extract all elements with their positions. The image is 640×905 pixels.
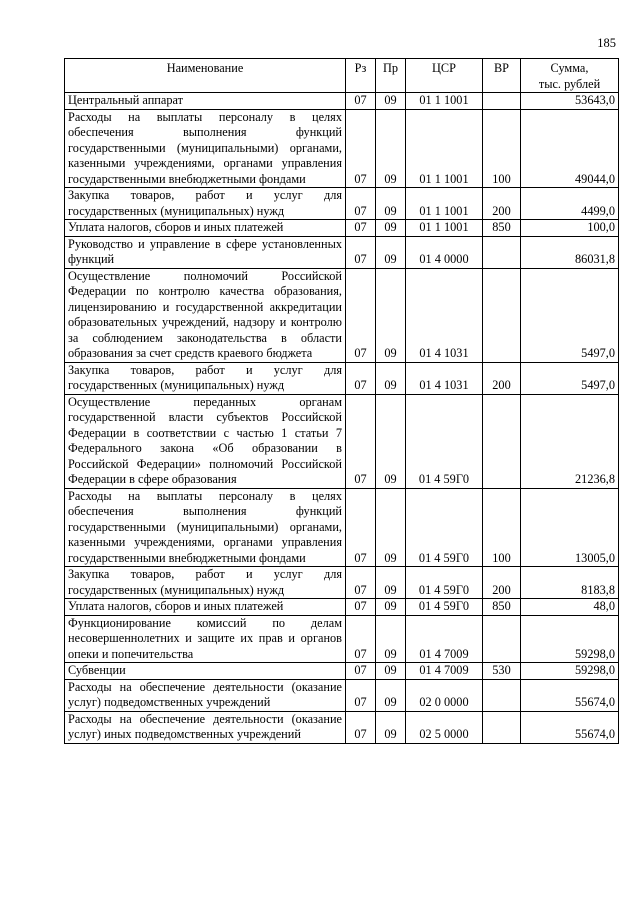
row-csr-cell: 01 4 7009 [406,615,483,663]
row-name-cell: Уплата налогов, сборов и иных платежей [65,599,346,616]
row-vr-cell: 200 [483,567,521,599]
row-pr-cell: 09 [376,488,406,567]
row-pr-cell: 09 [376,711,406,743]
header-csr: ЦСР [406,59,483,93]
row-sum-cell: 21236,8 [521,394,619,488]
row-csr-cell: 02 0 0000 [406,679,483,711]
row-name-cell: Расходы на выплаты персоналу в целях обеспечения выполнения функций государственными (муниципальными) органами, казенными учреждениями, органами управления государственными внебюджетными фондами [65,488,346,567]
row-rz-cell: 07 [346,362,376,394]
row-vr-cell: 100 [483,488,521,567]
row-sum-cell: 100,0 [521,220,619,237]
table-row [65,362,619,394]
row-sum-cell: 5497,0 [521,362,619,394]
row-vr-cell [483,236,521,268]
row-vr-cell [483,268,521,362]
row-vr-cell: 200 [483,362,521,394]
row-csr-cell: 01 4 7009 [406,663,483,680]
row-vr-cell [483,394,521,488]
table-row [65,599,619,616]
row-name-cell: Уплата налогов, сборов и иных платежей [65,220,346,237]
row-vr-cell [483,615,521,663]
row-name-cell: Закупка товаров, работ и услуг для государственных (муниципальных) нужд [65,567,346,599]
table-row [65,394,619,488]
row-pr-cell: 09 [376,362,406,394]
header-sum-line1: Сумма, [550,61,589,75]
table-row [65,663,619,680]
row-pr-cell: 09 [376,663,406,680]
table-row [65,615,619,663]
header-sum-line2: тыс. рублей [538,76,601,91]
row-rz-cell: 07 [346,93,376,110]
row-sum-cell: 13005,0 [521,488,619,567]
row-name-cell: Функционирование комиссий по делам несовершеннолетних и защите их прав и органов опеки и попечительства [65,615,346,663]
header-name: Наименование [65,59,346,93]
row-sum-cell: 48,0 [521,599,619,616]
row-pr-cell: 09 [376,599,406,616]
row-csr-cell: 01 4 59Г0 [406,488,483,567]
table-row [65,567,619,599]
row-pr-cell: 09 [376,615,406,663]
row-pr-cell: 09 [376,220,406,237]
row-rz-cell: 07 [346,599,376,616]
row-vr-cell: 200 [483,188,521,220]
row-rz-cell: 07 [346,615,376,663]
row-rz-cell: 07 [346,567,376,599]
row-rz-cell: 07 [346,236,376,268]
row-csr-cell: 01 4 1031 [406,362,483,394]
row-csr-cell: 01 4 0000 [406,236,483,268]
row-vr-cell: 850 [483,599,521,616]
row-pr-cell: 09 [376,188,406,220]
row-name-cell: Расходы на обеспечение деятельности (оказание услуг) подведомственных учреждений [65,679,346,711]
row-sum-cell: 86031,8 [521,236,619,268]
row-csr-cell: 01 1 1001 [406,220,483,237]
row-pr-cell: 09 [376,236,406,268]
row-sum-cell: 49044,0 [521,109,619,188]
row-rz-cell: 07 [346,109,376,188]
table-row [65,220,619,237]
row-vr-cell [483,93,521,110]
row-name-cell: Закупка товаров, работ и услуг для государственных (муниципальных) нужд [65,362,346,394]
row-sum-cell: 8183,8 [521,567,619,599]
row-name-cell: Руководство и управление в сфере установленных функций [65,236,346,268]
row-pr-cell: 09 [376,93,406,110]
row-pr-cell: 09 [376,567,406,599]
row-name-cell: Осуществление полномочий Российской Федерации по контролю качества образования, лицензированию и государственной аккредитации образовательных учреждений, надзору и контролю за соблюдением законодательства в области образования за счет средств краевого бюджета [65,268,346,362]
row-pr-cell: 09 [376,268,406,362]
row-vr-cell: 100 [483,109,521,188]
row-vr-cell: 850 [483,220,521,237]
row-name-cell: Расходы на выплаты персоналу в целях обеспечения выполнения функций государственными (муниципальными) органами, казенными учреждениями, органами управления государственными внебюджетными фондами [65,109,346,188]
row-rz-cell: 07 [346,711,376,743]
row-sum-cell: 59298,0 [521,663,619,680]
row-vr-cell [483,711,521,743]
row-csr-cell: 01 4 59Г0 [406,394,483,488]
row-rz-cell: 07 [346,488,376,567]
row-pr-cell: 09 [376,109,406,188]
table-row [65,93,619,110]
row-csr-cell: 01 4 59Г0 [406,599,483,616]
row-rz-cell: 07 [346,268,376,362]
row-name-cell: Субвенции [65,663,346,680]
row-sum-cell: 53643,0 [521,93,619,110]
row-pr-cell: 09 [376,679,406,711]
row-sum-cell: 4499,0 [521,188,619,220]
header-vr: ВР [483,59,521,93]
table-row [65,711,619,743]
row-name-cell: Расходы на обеспечение деятельности (оказание услуг) иных подведомственных учреждений [65,711,346,743]
table-body [65,93,619,744]
row-name-cell: Центральный аппарат [65,93,346,110]
table-row [65,679,619,711]
table-row [65,109,619,188]
row-csr-cell: 01 4 1031 [406,268,483,362]
row-sum-cell: 55674,0 [521,711,619,743]
row-rz-cell: 07 [346,394,376,488]
table-row [65,488,619,567]
header-sum [521,59,619,93]
row-csr-cell: 02 5 0000 [406,711,483,743]
table-header-row [65,59,619,93]
row-rz-cell: 07 [346,679,376,711]
row-rz-cell: 07 [346,663,376,680]
row-csr-cell: 01 1 1001 [406,93,483,110]
row-rz-cell: 07 [346,220,376,237]
row-sum-cell: 5497,0 [521,268,619,362]
table-row [65,188,619,220]
row-csr-cell: 01 1 1001 [406,109,483,188]
budget-table [64,58,619,744]
row-vr-cell [483,679,521,711]
row-name-cell: Закупка товаров, работ и услуг для государственных (муниципальных) нужд [65,188,346,220]
row-sum-cell: 55674,0 [521,679,619,711]
row-csr-cell: 01 1 1001 [406,188,483,220]
table-row [65,268,619,362]
table-row [65,236,619,268]
page-number: 185 [597,36,616,50]
row-csr-cell: 01 4 59Г0 [406,567,483,599]
header-pr: Пр [376,59,406,93]
row-rz-cell: 07 [346,188,376,220]
row-vr-cell: 530 [483,663,521,680]
row-pr-cell: 09 [376,394,406,488]
header-rz: Рз [346,59,376,93]
row-sum-cell: 59298,0 [521,615,619,663]
row-name-cell: Осуществление переданных органам государственной власти субъектов Российской Федерации в соответствии с частью 1 статьи 7 Федерального закона «Об образовании в Российской Федерации» полномочий Российской Федерации в сфере образования [65,394,346,488]
